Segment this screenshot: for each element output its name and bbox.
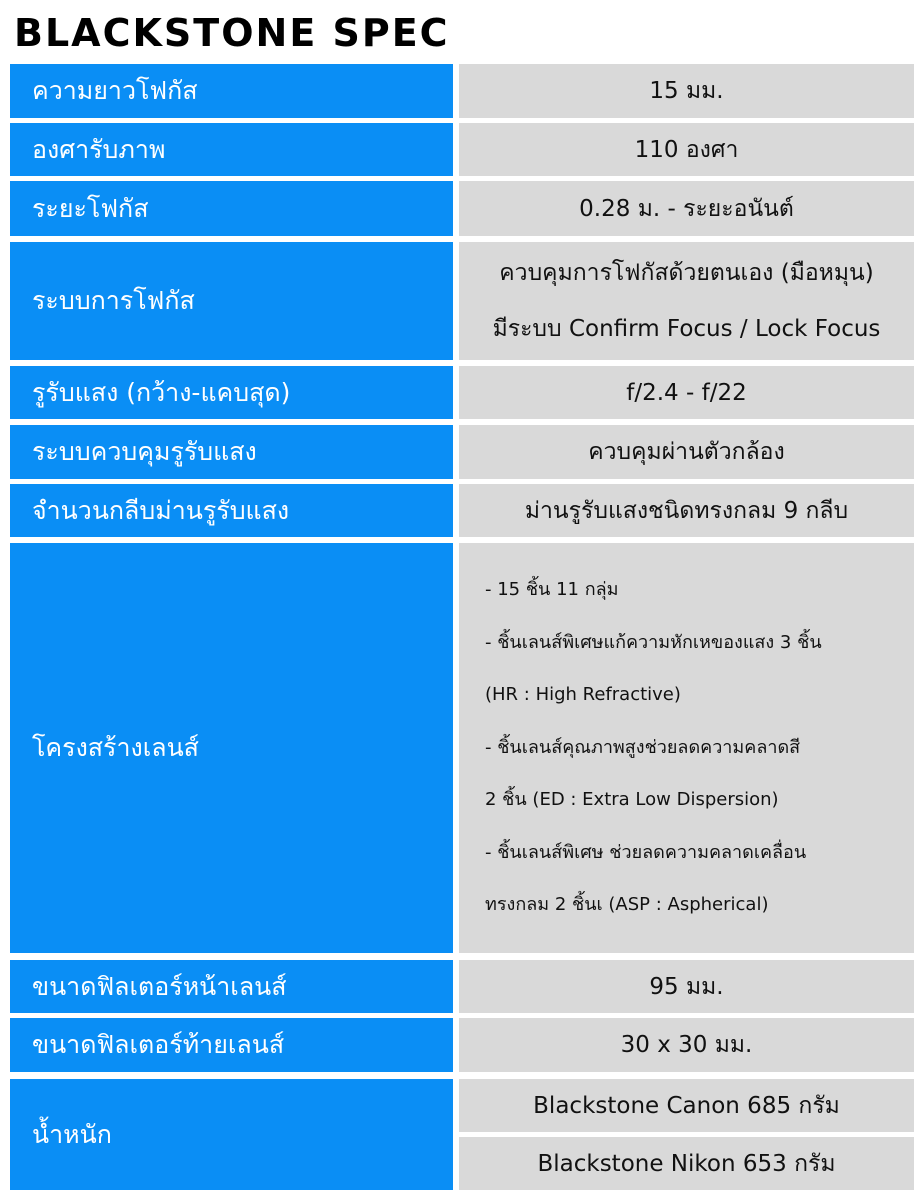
spec-label-front-filter: ขนาดฟิลเตอร์หน้าเลนส์ [10,960,453,1013]
page-title: BLACKSTONE SPEC [14,11,450,55]
spec-value-line: 2 ชิ้น (ED : Extra Low Dispersion) [485,789,779,811]
spec-value-line: - ชิ้นเลนส์พิเศษแก้ความหักเหของแสง 3 ชิ้น [485,631,822,653]
spec-value-line: 110 องศา [634,136,739,163]
spec-value-line: 0.28 ม. - ระยะอนันต์ [579,195,794,222]
spec-value-line: - ชิ้นเลนส์พิเศษ ช่วยลดความคลาดเคลื่อน [485,841,807,863]
spec-value-front-filter [459,960,914,1013]
spec-label-focal-length: ความยาวโฟกัส [10,64,453,118]
spec-label-rear-filter: ขนาดฟิลเตอร์ท้ายเลนส์ [10,1018,453,1072]
spec-label-aperture: รูรับแสง (กว้าง-แคบสุด) [10,366,453,419]
spec-value-lens-construction [459,543,914,953]
spec-value-weight-nikon [459,1137,914,1190]
spec-value-line: ควบคุมผ่านตัวกล้อง [588,439,785,465]
spec-label-aperture-blades: จำนวนกลีบม่านรูรับแสง [10,484,453,537]
spec-value-rear-filter [459,1018,914,1072]
spec-value-line: ทรงกลม 2 ชิ้นเ (ASP : Aspherical) [485,894,769,916]
spec-value-line: ควบคุมการโฟกัสด้วยตนเอง (มือหมุน) [499,260,874,286]
spec-value-line: Blackstone Nikon 653 กรัม [537,1150,836,1177]
spec-value-line: 95 มม. [649,973,724,1000]
spec-value-angle-of-view [459,123,914,176]
spec-value-line: (HR : High Refractive) [485,684,681,706]
spec-label-weight: น้ำหนัก [10,1079,453,1190]
spec-value-aperture [459,366,914,419]
spec-label-focus-system: ระบบการโฟกัส [10,242,453,360]
spec-value-line: 30 x 30 มม. [620,1032,753,1058]
spec-label-angle-of-view: องศารับภาพ [10,123,453,176]
spec-value-line: 15 มม. [649,78,724,104]
spec-value-line: - ชิ้นเลนส์คุณภาพสูงช่วยลดความคลาดสี [485,736,801,758]
spec-label-focus-distance: ระยะโฟกัส [10,181,453,236]
spec-value-focus-system [459,242,914,360]
spec-label-lens-construction: โครงสร้างเลนส์ [10,543,453,953]
spec-value-aperture-control [459,425,914,479]
spec-value-line: - 15 ชิ้น 11 กลุ่ม [485,579,619,601]
spec-value-focus-distance [459,181,914,236]
spec-value-aperture-blades [459,484,914,537]
spec-label-aperture-control: ระบบควบคุมรูรับแสง [10,425,453,479]
spec-value-line: มีระบบ Confirm Focus / Lock Focus [492,316,881,342]
spec-value-line: f/2.4 - f/22 [626,379,747,406]
spec-value-weight-canon [459,1079,914,1132]
spec-value-line: ม่านรูรับแสงชนิดทรงกลม 9 กลีบ [524,497,849,524]
spec-value-focal-length [459,64,914,118]
spec-value-line: Blackstone Canon 685 กรัม [533,1092,840,1119]
